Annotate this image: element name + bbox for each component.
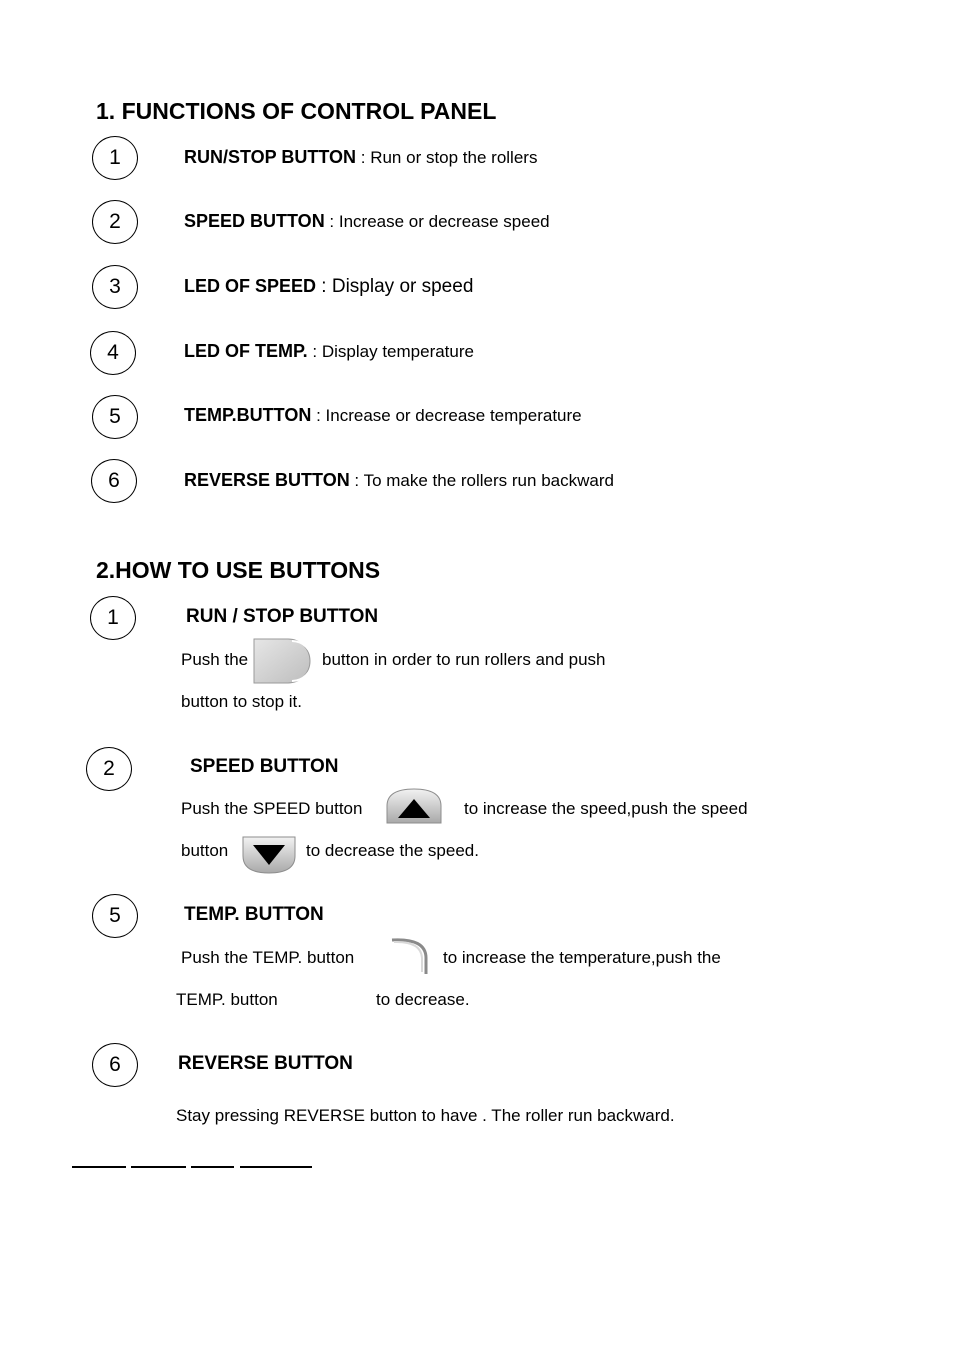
item-number-badge: 2 [86, 747, 132, 791]
temp-heading: TEMP. BUTTON [184, 904, 324, 925]
temp-line1-post: to increase the temperature,push the [443, 948, 721, 967]
item-number-badge: 1 [92, 136, 138, 180]
footer-divider [131, 1166, 186, 1168]
function-label: LED OF TEMP. [184, 341, 308, 361]
function-item-temp-button [184, 405, 582, 426]
speed-heading: SPEED BUTTON [190, 756, 339, 777]
footer-divider [240, 1166, 312, 1168]
speed-line2-pre: button [181, 841, 229, 860]
item-number-badge: 6 [91, 459, 137, 503]
function-item-run-stop [184, 147, 537, 168]
function-label: RUN/STOP BUTTON [184, 147, 357, 167]
function-label: LED OF SPEED [184, 276, 317, 296]
run-stop-heading: RUN / STOP BUTTON [186, 606, 379, 627]
function-item-led-speed [184, 276, 473, 298]
function-desc: : Increase or decrease speed [324, 212, 550, 231]
run-stop-line1-pre: Push the [181, 650, 249, 669]
footer-divider [191, 1166, 234, 1168]
item-number-badge: 6 [92, 1043, 138, 1087]
temp-line2-post: to decrease. [376, 990, 470, 1009]
item-number-badge: 4 [90, 331, 136, 375]
function-label: REVERSE BUTTON [184, 470, 350, 490]
speed-line2-post: to decrease the speed. [306, 841, 479, 860]
function-item-reverse [184, 470, 614, 491]
speed-line1-post: to increase the speed,push the speed [464, 799, 748, 818]
footer-divider [72, 1166, 126, 1168]
speed-up-arrow-icon [386, 788, 442, 824]
function-desc: : Display temperature [307, 342, 474, 361]
section1-title: 1. FUNCTIONS OF CONTROL PANEL [96, 98, 497, 124]
reverse-heading: REVERSE BUTTON [178, 1053, 353, 1074]
temp-line2-pre: TEMP. button [176, 990, 278, 1009]
speed-line1-pre: Push the SPEED button [181, 799, 363, 818]
function-label: TEMP.BUTTON [184, 405, 312, 425]
function-label: SPEED BUTTON [184, 211, 325, 231]
function-desc: : Increase or decrease temperature [311, 406, 582, 425]
item-number-badge: 5 [92, 894, 138, 938]
speed-down-arrow-icon [242, 836, 296, 874]
item-number-badge: 3 [92, 265, 138, 309]
reverse-line1: Stay pressing REVERSE button to have . The roller run backward. [176, 1106, 675, 1125]
function-item-speed [184, 211, 550, 232]
item-number-badge: 5 [92, 395, 138, 439]
function-desc: : To make the rollers run backward [349, 471, 614, 490]
function-desc: : Display or speed [316, 276, 474, 297]
temp-up-button-icon [390, 936, 432, 978]
function-item-led-temp [184, 341, 474, 362]
run-stop-button-icon [252, 638, 314, 684]
temp-line1-pre: Push the TEMP. button [181, 948, 355, 967]
run-stop-line2: button to stop it. [181, 692, 302, 711]
item-number-badge: 2 [92, 200, 138, 244]
function-desc: : Run or stop the rollers [356, 148, 538, 167]
run-stop-line1-post: button in order to run rollers and push [322, 650, 606, 669]
item-number-badge: 1 [90, 596, 136, 640]
section2-title: 2.HOW TO USE BUTTONS [96, 557, 381, 583]
